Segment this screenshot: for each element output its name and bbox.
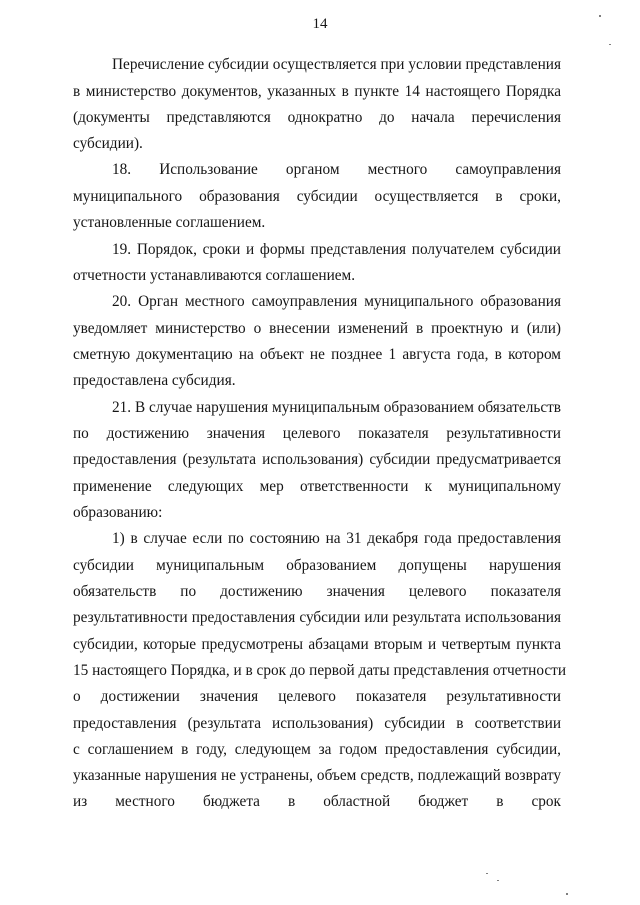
text-line: из местного бюджета в областной бюджет в срок bbox=[73, 793, 561, 810]
text-line: 18. Использование органом местного самоуправления bbox=[112, 161, 561, 178]
scan-mark bbox=[609, 44, 611, 45]
text-line: субсидии муниципальным образованием допущены нарушения bbox=[73, 557, 561, 574]
text-line: Перечисление субсидии осуществляется при условии представления bbox=[112, 56, 561, 73]
text-line: 19. Порядок, сроки и формы представления получателем субсидии bbox=[112, 241, 561, 258]
text-line: 15 настоящего Порядка, и в срок до первой даты представления отчетности bbox=[73, 662, 567, 679]
text-line: 20. Орган местного самоуправления муниципального образования bbox=[112, 293, 561, 310]
text-line: применение следующих мер ответственности к муниципальному bbox=[73, 478, 561, 495]
text-line: субсидии). bbox=[73, 135, 143, 152]
page-number: 14 bbox=[312, 16, 328, 32]
text-line: (документы представляются однократно до начала перечисления bbox=[73, 109, 561, 126]
text-line: образованию: bbox=[73, 504, 163, 521]
text-line: в министерство документов, указанных в пункте 14 настоящего Порядка bbox=[73, 83, 561, 100]
text-line: обязательств по достижению значения целевого показателя bbox=[73, 583, 561, 600]
scan-mark bbox=[599, 15, 601, 17]
text-line: сметную документацию на объект не позднее 1 августа года, в котором bbox=[73, 346, 561, 363]
text-line: отчетности устанавливаются соглашением. bbox=[73, 267, 356, 284]
text-line: указанные нарушения не устранены, объем средств, подлежащий возврату bbox=[73, 767, 561, 784]
text-line: 21. В случае нарушения муниципальным образованием обязательств bbox=[112, 399, 562, 416]
text-line: субсидии, которые предусмотрены абзацами вторым и четвертым пункта bbox=[73, 636, 561, 653]
text-line: 1) в случае если по состоянию на 31 декабря года предоставления bbox=[112, 530, 561, 547]
text-line: уведомляет министерство о внесении изменений в проектную и (или) bbox=[73, 320, 561, 337]
text-line: установленные соглашением. bbox=[73, 214, 266, 231]
text-line: с соглашением в году, следующем за годом предоставления субсидии, bbox=[73, 741, 561, 758]
scan-mark bbox=[497, 880, 499, 881]
text-line: по достижению значения целевого показателя результативности bbox=[73, 425, 561, 442]
text-line: о достижении значения целевого показателя результативности bbox=[73, 688, 561, 705]
text-line: предоставления (результата использования) субсидии в соответствии bbox=[73, 715, 561, 732]
text-line: предоставлена субсидия. bbox=[73, 372, 236, 389]
scan-mark bbox=[486, 873, 488, 874]
text-line: муниципального образования субсидии осуществляется в сроки, bbox=[73, 188, 561, 205]
text-line: результативности предоставления субсидии или результата использования bbox=[73, 609, 561, 626]
scan-mark bbox=[566, 893, 568, 895]
text-line: предоставления (результата использования) субсидии предусматривается bbox=[73, 451, 561, 468]
